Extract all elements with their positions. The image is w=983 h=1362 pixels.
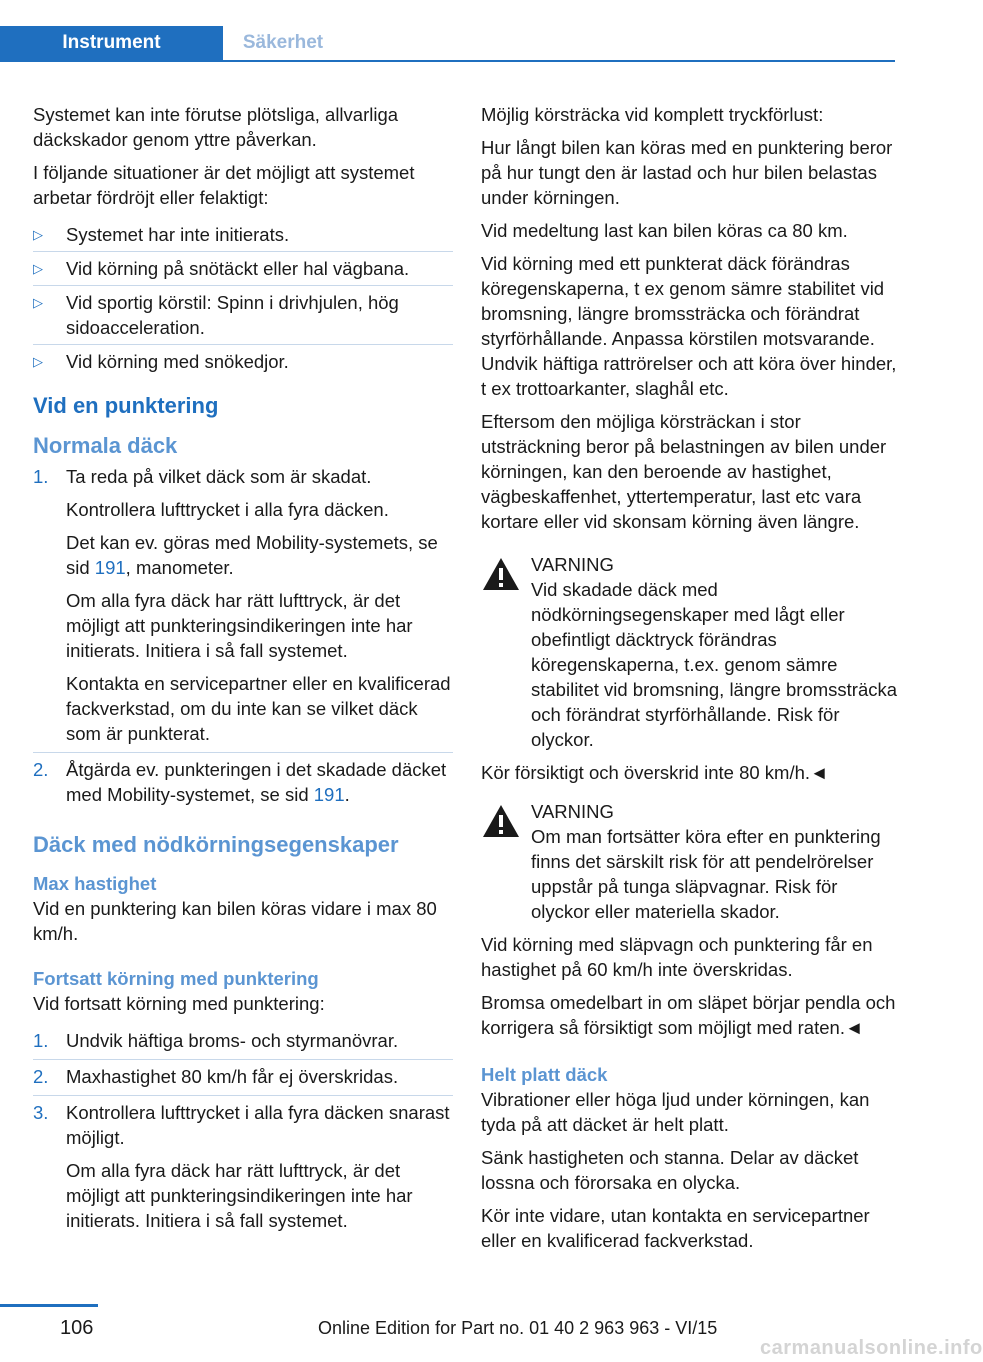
warning-text-body: Vid skadade däck med nödkörningsegenskaper med lågt eller obefintligt däcktryck förändras köregenskaperna, t.ex. genom sämre stabilitet vid bromsning, längre bromssträcka och förändrat styrförhållande. Risk för olyckor. [531, 579, 898, 750]
step-text [66, 530, 453, 580]
list-item [33, 252, 453, 286]
step-item [33, 1100, 453, 1239]
paragraph: I följande situationer är det möjligt att systemet arbetar fördröjt eller felaktigt: [33, 162, 415, 208]
step-number: 2. [33, 1066, 49, 1087]
list-item-text: Vid körning på snötäckt eller hal vägbana. [66, 258, 410, 279]
step-text: Kontrollera lufttrycket i alla fyra däcken. [66, 499, 389, 520]
list-item-text: Vid körning med snökedjor. [66, 351, 289, 372]
header-rule [0, 60, 895, 62]
paragraph: Kör inte vidare, utan kontakta en servicepartner eller en kvalificerad fackverkstad. [481, 1205, 870, 1251]
right-column [481, 102, 899, 1261]
steps-list [33, 464, 453, 813]
step-number: 1. [33, 1030, 49, 1051]
list-item-text: Systemet har inte initierats. [66, 224, 290, 245]
warning-triangle-icon [481, 556, 521, 592]
paragraph: Vid medeltung last kan bilen köras ca 80 km. [481, 220, 848, 241]
step-text: Om alla fyra däck har rätt lufttryck, är det möjligt att punkteringsindikeringen inte har initierats. Initiera i så fall systemet. [66, 590, 413, 661]
page-number: 106 [60, 1317, 94, 1339]
warning-block [481, 799, 899, 1040]
warning-block [481, 552, 899, 785]
triangle-bullet-icon: ▷ [33, 354, 43, 369]
subsection-heading: Helt platt däck [481, 1064, 608, 1085]
list-item [33, 286, 453, 345]
step-item [33, 1028, 453, 1060]
triangle-bullet-icon: ▷ [33, 295, 43, 310]
step-text-part: . [344, 784, 350, 805]
steps-list [33, 1028, 453, 1239]
step-text [66, 757, 453, 807]
warning-end: Bromsa omedelbart in om släpet börjar pendla och korrigera så försiktigt som möjligt med raten.◄ [481, 992, 896, 1038]
paragraph: Möjlig körsträcka vid komplett tryckförlust: [481, 104, 824, 125]
step-number: 3. [33, 1102, 49, 1123]
subsection-heading: Normala däck [33, 433, 178, 458]
section-heading: Vid en punktering [33, 393, 219, 418]
warning-title: VARNING [531, 554, 614, 575]
tab-instrument[interactable]: Instrument [0, 26, 223, 60]
page-link[interactable]: 191 [313, 784, 345, 805]
triangle-bullet-icon: ▷ [33, 261, 43, 276]
step-text: Undvik häftiga broms- och styrmanövrar. [66, 1030, 399, 1051]
step-text-part: , manometer. [125, 557, 234, 578]
subsection-heading: Fortsatt körning med punktering [33, 968, 319, 989]
paragraph: Sänk hastigheten och stanna. Delar av däcket lossna och förorsaka en olycka. [481, 1147, 859, 1193]
step-item [33, 757, 453, 813]
step-text: Ta reda på vilket däck som är skadat. [66, 466, 372, 487]
step-item [33, 464, 453, 753]
tab-sakerhet[interactable]: Säkerhet [242, 32, 324, 53]
list-item [33, 345, 453, 378]
paragraph: Vid fortsatt körning med punktering: [33, 993, 325, 1014]
step-text-part: Det kan ev. göras med Mobility-systemets, se sid [66, 532, 438, 578]
page-link[interactable]: 191 [94, 557, 126, 578]
step-text: Om alla fyra däck har rätt lufttryck, är det möjligt att punkteringsindikeringen inte har initierats. Initiera i så fall systemet. [66, 1160, 413, 1231]
triangle-bullet-icon: ▷ [33, 227, 43, 242]
warning-text [531, 577, 899, 752]
watermark: carmanualsonline.info [760, 1337, 983, 1359]
section-heading: Däck med nödkörningsegenskaper [33, 832, 399, 857]
situation-list [33, 218, 453, 378]
list-item [33, 218, 453, 252]
warning-text: Vid körning med släpvagn och punktering får en hastighet på 60 km/h inte överskridas. [481, 934, 873, 980]
step-text: Kontakta en servicepartner eller en kvalificerad fackverkstad, om du inte kan se vilket däck som är punkterat. [66, 673, 451, 744]
left-column [33, 102, 453, 1245]
step-text-part: Åtgärda ev. punkteringen i det skadade däcket med Mobility-systemet, se sid [66, 759, 447, 805]
warning-end: Kör försiktigt och överskrid inte 80 km/h.◄ [481, 762, 829, 783]
paragraph: Hur långt bilen kan köras med en punktering beror på hur tungt den är lastad och hur bilen belastas under körningen. [481, 137, 893, 208]
subsection-heading: Max hastighet [33, 873, 157, 894]
step-text: Kontrollera lufttrycket i alla fyra däcken snarast möjligt. [66, 1102, 450, 1148]
page-number-rule [0, 1304, 98, 1307]
step-item [33, 1064, 453, 1096]
step-text: Maxhastighet 80 km/h får ej överskridas. [66, 1066, 399, 1087]
paragraph: Systemet kan inte förutse plötsliga, allvarliga däckskador genom yttre påverkan. [33, 104, 399, 150]
edition-footer: Online Edition for Part no. 01 40 2 963 963 - VI/15 [318, 1318, 718, 1338]
paragraph: Vid körning med ett punkterat däck förändras köregenskaperna, t ex genom sämre stabilitet vid bromsning, längre bromssträcka och förändrat styrförhållande. Anpassa körstilen motsvarande. Undvik häftiga rattrörelser och att köra över hinder, t ex trottoarkanter, slaghål etc. [481, 253, 897, 399]
list-item-text: Vid sportig körstil: Spinn i drivhjulen, hög sidoacceleration. [66, 292, 399, 338]
warning-text: Om man fortsätter köra efter en punktering finns det särskilt risk för att pendelrörelser uppstår på tunga släpvagnar. Risk för olyckor eller materiella skador. [531, 826, 881, 922]
warning-title: VARNING [531, 801, 614, 822]
paragraph: Eftersom den möjliga körsträckan i stor utsträckning beror på belastningen av bilen under körningen, kan den beroende av hastighet, vägbeskaffenhet, yttertemperatur, last etc vara kortare eller vid skonsam körning även längre. [481, 411, 887, 532]
top-navigation [0, 0, 895, 62]
step-number: 1. [33, 466, 49, 487]
step-number: 2. [33, 759, 49, 780]
paragraph: Vibrationer eller höga ljud under körningen, kan tyda på att däcket är helt platt. [481, 1089, 870, 1135]
paragraph: Vid en punktering kan bilen köras vidare i max 80 km/h. [33, 898, 437, 944]
warning-triangle-icon [481, 803, 521, 839]
